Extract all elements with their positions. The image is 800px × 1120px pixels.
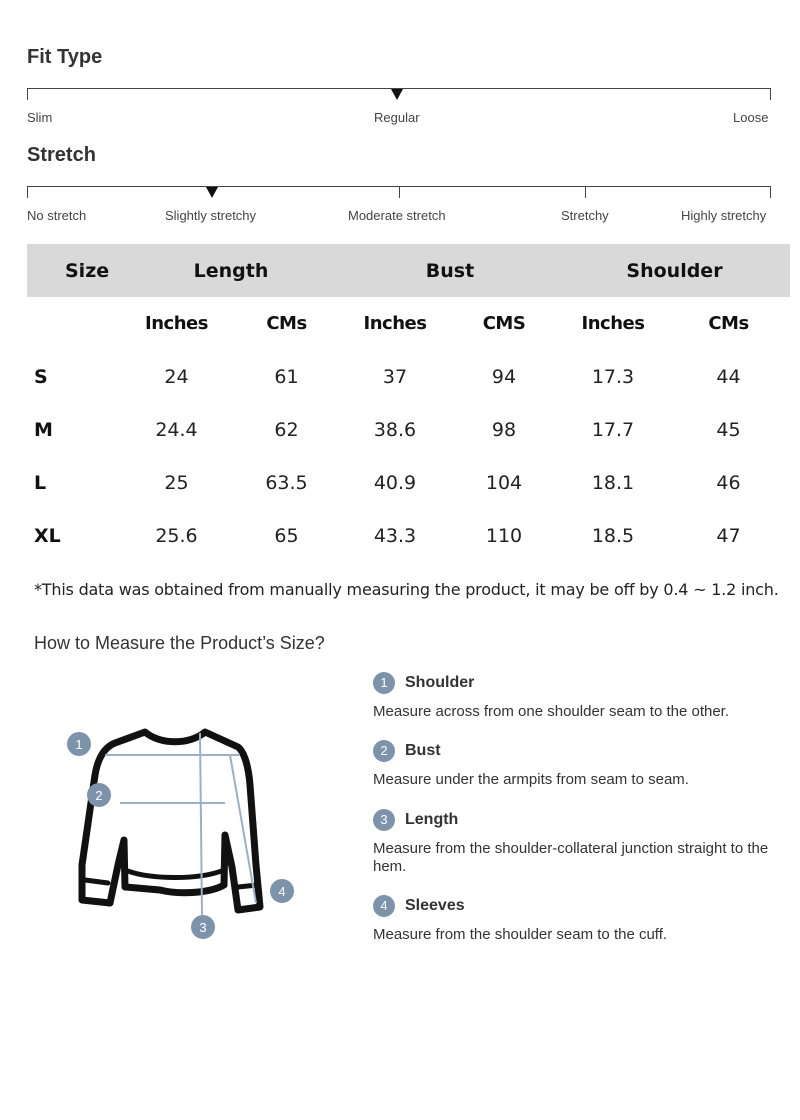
stretch-title: Stretch	[27, 144, 96, 166]
shoulder-cm-cell: 47	[716, 524, 741, 547]
legend-number-badge: 2	[373, 740, 395, 762]
legend-title: Shoulder	[405, 674, 475, 691]
stretch-label-moderate: Moderate stretch	[348, 208, 446, 223]
length-cm-cell: 61	[274, 365, 299, 388]
bust-cm-cell: 104	[485, 471, 523, 494]
unit-length-cm: CMs	[266, 313, 307, 334]
legend-description: Measure across from one shoulder seam to the other.	[373, 703, 730, 720]
shoulder-cm-cell: 45	[716, 418, 741, 441]
bust-in-cell: 37	[382, 365, 408, 388]
unit-bust-in: Inches	[363, 313, 427, 334]
diagram-marker-3-label: 3	[199, 920, 207, 935]
header-size: Size	[65, 259, 110, 282]
bust-in-cell: 43.3	[373, 524, 417, 547]
legend-number-badge: 4	[373, 895, 395, 917]
stretch-selected-marker	[206, 187, 218, 198]
fit-label-slim: Slim	[27, 110, 53, 125]
unit-shoulder-cm: CMs	[708, 313, 749, 334]
bust-in-cell: 38.6	[373, 418, 417, 441]
diagram-marker-1	[67, 732, 91, 756]
bust-cm-cell: 94	[491, 365, 517, 388]
size-label: XL	[34, 524, 61, 547]
size-chart-table	[27, 244, 790, 562]
length-in-cell: 24	[164, 365, 189, 388]
fit-type-selected-marker	[391, 89, 403, 100]
length-cm-cell: 63.5	[265, 471, 308, 494]
fit-label-loose: Loose	[733, 110, 769, 125]
diagram-marker-2-label: 2	[95, 788, 103, 803]
length-in-cell: 24.4	[155, 418, 198, 441]
table-row	[27, 350, 790, 403]
bust-cm-cell: 98	[491, 418, 517, 441]
size-label: M	[34, 418, 53, 441]
shoulder-in-cell: 17.7	[591, 418, 635, 441]
diagram-marker-1-label: 1	[75, 737, 83, 752]
shoulder-in-cell: 18.5	[591, 524, 635, 547]
legend-description: Measure from the shoulder-collateral junction straight to the hem.	[373, 840, 769, 875]
shoulder-cm-cell: 46	[716, 471, 741, 494]
unit-bust-cm: CMS	[482, 313, 526, 334]
fit-type-title: Fit Type	[27, 46, 103, 68]
stretch-label-none: No stretch	[27, 208, 87, 223]
shoulder-cm-cell: 44	[716, 365, 741, 388]
measurement-note: *This data was obtained from manually measuring the product, it may be off by 0.4 ~ 1.2 inch.	[34, 580, 779, 599]
table-header-row	[27, 244, 790, 297]
table-row	[27, 403, 790, 456]
legend-number-badge: 1	[373, 672, 395, 694]
stretch-label-stretchy: Stretchy	[561, 208, 609, 223]
diagram-marker-4-label: 4	[278, 884, 286, 899]
legend-description: Measure under the armpits from seam to seam.	[373, 771, 689, 788]
length-cm-cell: 62	[274, 418, 299, 441]
how-to-measure-title: How to Measure the Product’s Size?	[34, 633, 325, 653]
table-row	[27, 509, 790, 562]
legend-number-badge: 3	[373, 809, 395, 831]
unit-length-in: Inches	[145, 313, 208, 334]
stretch-label-high: Highly stretchy	[681, 208, 767, 223]
header-bust: Bust	[425, 259, 475, 282]
bust-cm-cell: 110	[485, 524, 523, 547]
legend-title: Sleeves	[405, 897, 465, 914]
sweater-diagram	[60, 715, 305, 945]
table-unit-row	[27, 297, 790, 350]
length-cm-cell: 65	[274, 524, 299, 547]
length-in-cell: 25.6	[155, 524, 198, 547]
legend-title: Length	[405, 811, 459, 828]
diagram-marker-3	[191, 915, 215, 939]
shoulder-in-cell: 18.1	[591, 471, 635, 494]
bust-in-cell: 40.9	[373, 471, 417, 494]
header-shoulder: Shoulder	[626, 259, 723, 282]
size-label: L	[34, 471, 47, 494]
length-in-cell: 25	[164, 471, 189, 494]
diagram-marker-4	[270, 879, 294, 903]
shoulder-in-cell: 17.3	[591, 365, 635, 388]
size-label: S	[34, 365, 48, 388]
legend-description: Measure from the shoulder seam to the cuff.	[373, 926, 668, 943]
stretch-label-slight: Slightly stretchy	[165, 208, 257, 223]
diagram-marker-2	[87, 783, 111, 807]
sweater-outline	[82, 732, 260, 910]
header-length: Length	[193, 259, 269, 282]
unit-shoulder-in: Inches	[581, 313, 645, 334]
legend-title: Bust	[405, 742, 441, 759]
fit-label-regular: Regular	[374, 110, 420, 125]
table-row	[27, 456, 790, 509]
